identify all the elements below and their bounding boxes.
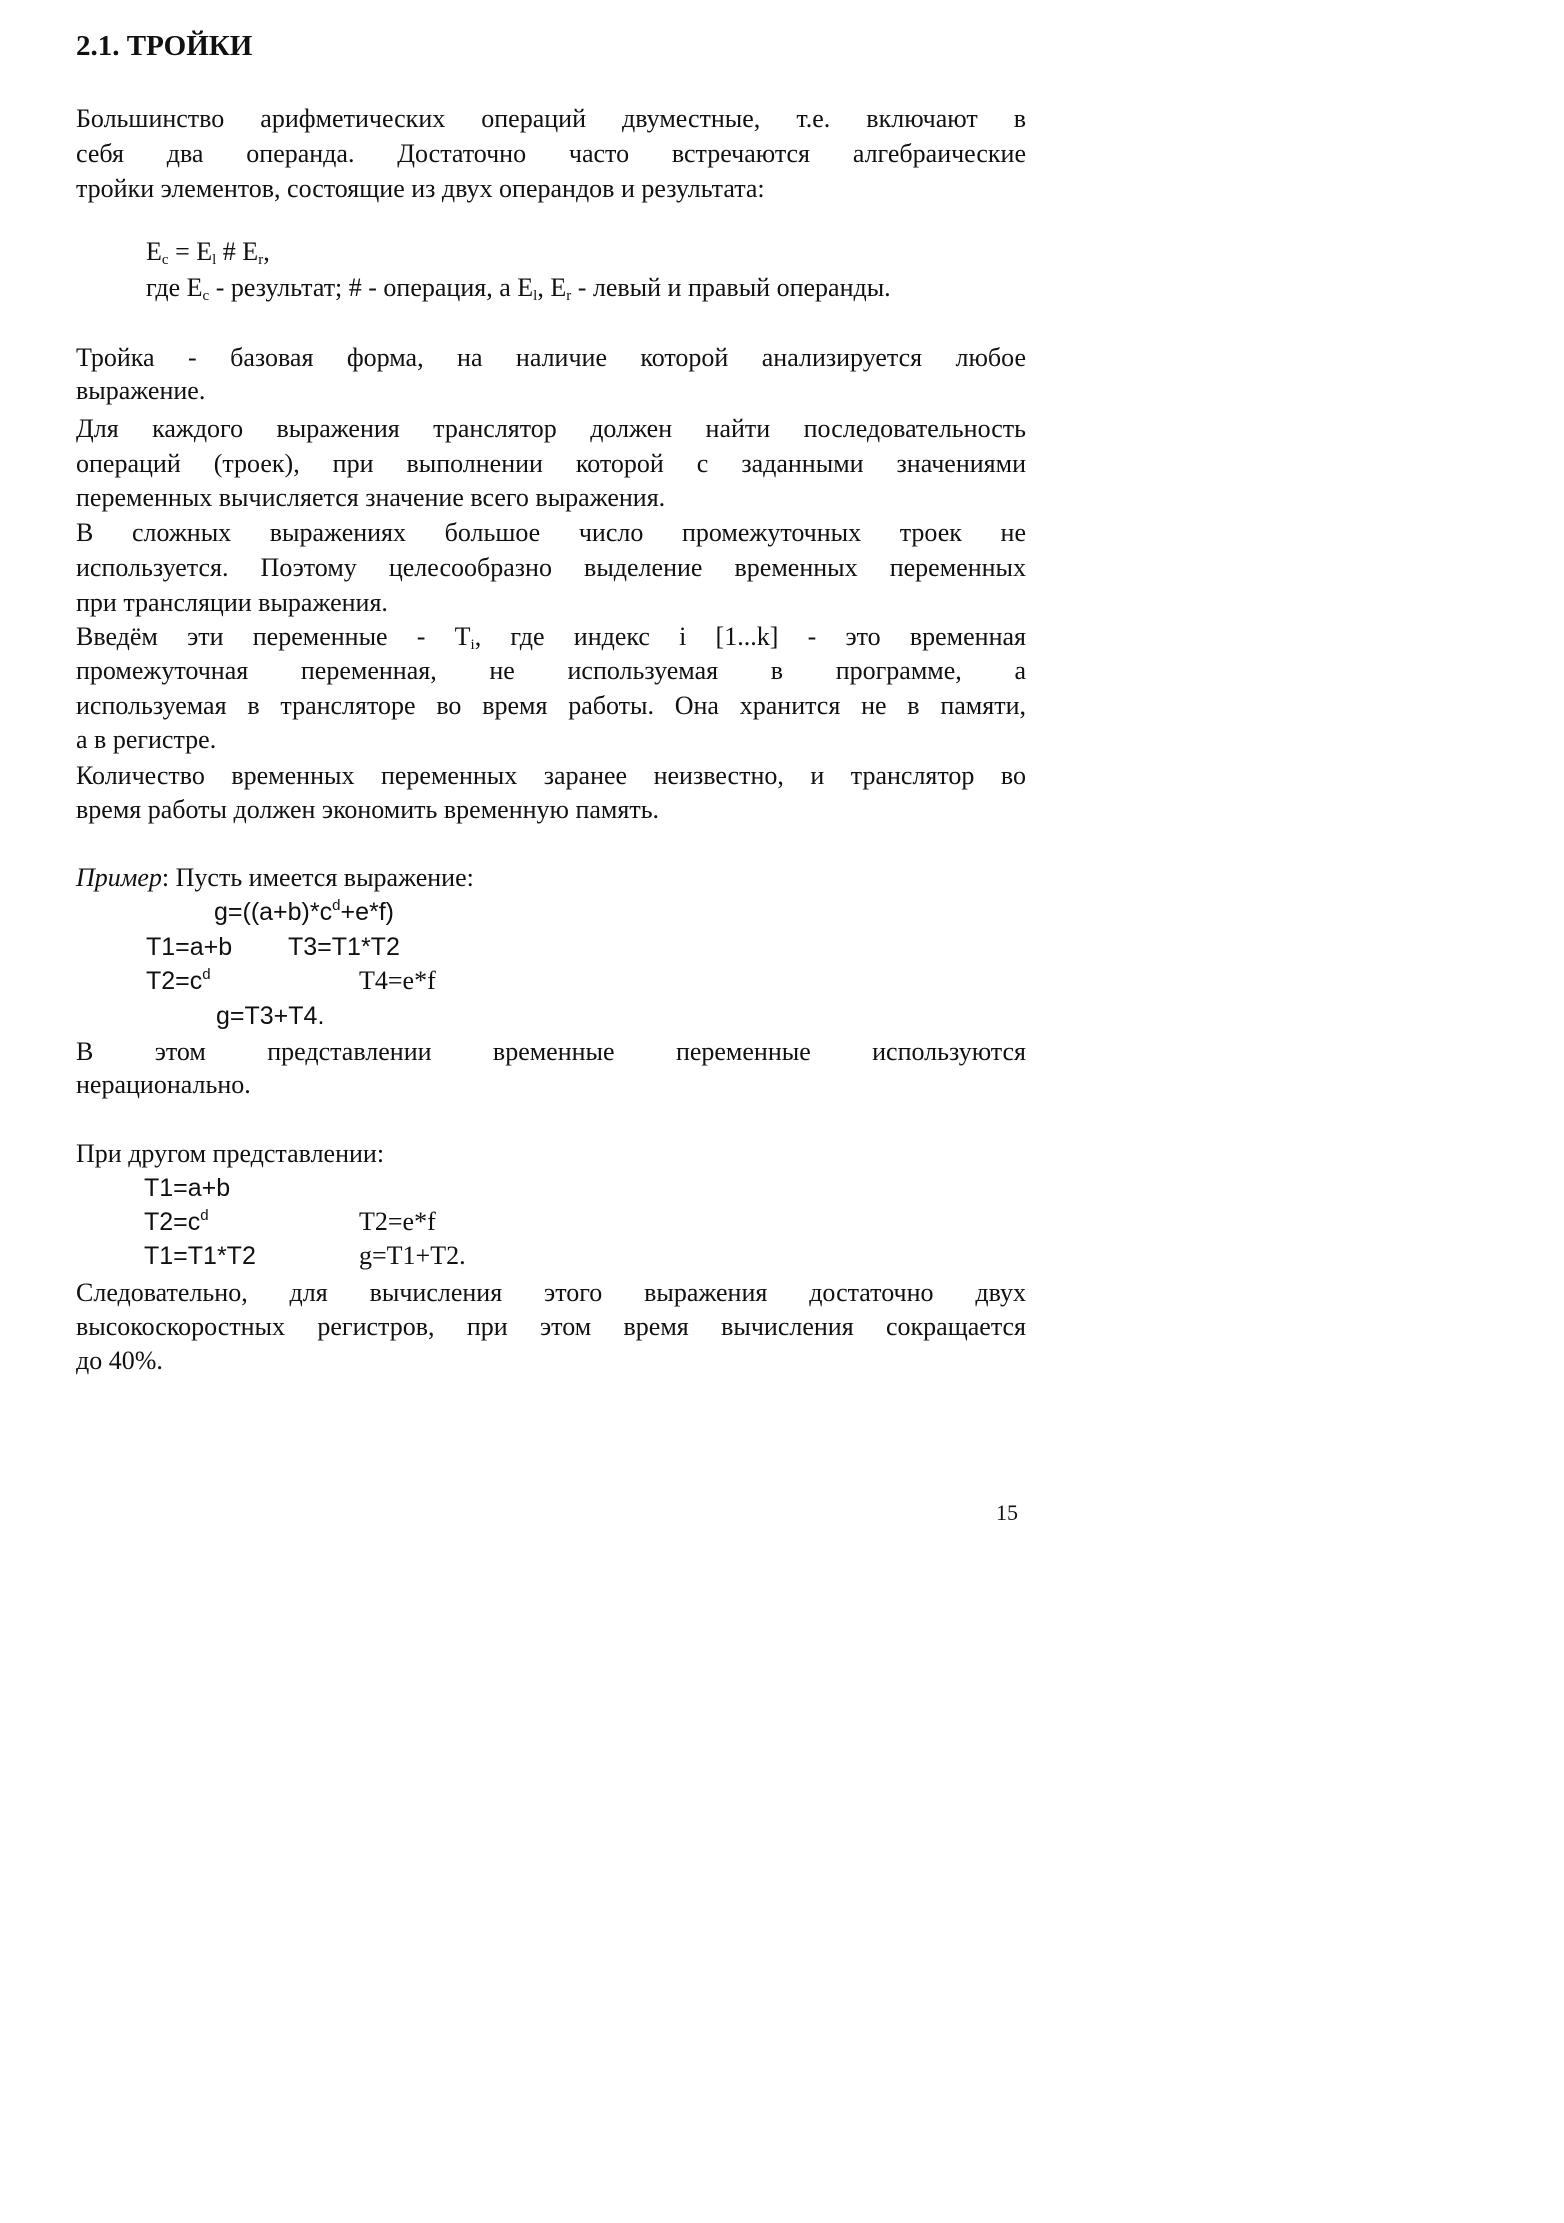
example-t3: T3=T1*T2 [288,933,400,961]
other-g: g=T1+T2. [359,1241,466,1270]
para6-line-2: нерационально. [76,1070,251,1099]
other-t1b: T1=T1*T2 [144,1242,256,1270]
para5-line-1: Количество временных переменных заранее неизвестно, и транслятор во [76,761,1026,790]
other-t1: T1=a+b [144,1174,231,1202]
example-g: g=T3+T4. [216,1002,325,1030]
conclusion-line-1: Следовательно, для вычисления этого выражения достаточно двух [76,1278,1026,1307]
other-representation-label: При другом представлении: [76,1139,385,1168]
other-t2: $T2=c^d$ [144,1207,209,1236]
para2-line-3: переменных вычисляется значение всего выражения. [76,483,666,512]
para4-line-3: используемая в трансляторе во время работы. Она хранится не в памяти, [76,691,1026,720]
page-number: 15 [996,1500,1018,1525]
intro-line-3: тройки элементов, состоящие из двух операндов и результата: [76,174,765,203]
para4-line-1: Введём эти переменные - $T_i$, где индекс i [1...k] - это временная [76,622,1026,653]
example-intro: Пример: Пусть имеется выражение: [76,863,474,892]
para1-line-2: выражение. [76,376,206,405]
intro-line-2: себя два операнда. Достаточно часто встречаются алгебраические [76,139,1026,168]
formula-explanation: где $E_c$ - результат; # - операция, а $E_l$, $E_r$ - левый и правый операнды. [146,273,891,304]
example-t1: T1=a+b [146,933,233,961]
para4-line-2: промежуточная переменная, не используемая в программе, а [76,656,1026,685]
para3-line-1: В сложных выражениях большое число промежуточных троек не [76,518,1026,547]
para4-line-4: а в регистре. [76,725,217,754]
other-t2b: T2=e*f [359,1207,436,1236]
intro-line-1: Большинство арифметических операций двуместные, т.е. включают в [76,104,1026,133]
example-t2: $T2=c^d$ [146,966,211,995]
document-page [0,0,1104,1569]
example-label: Пример [76,863,162,892]
para3-line-2: используется. Поэтому целесообразно выделение временных переменных [76,553,1026,582]
para2-line-1: Для каждого выражения транслятор должен найти последовательность [76,414,1026,443]
triple-formula: $E_c = E_l$ # $E_r$, [146,237,270,268]
para3-line-3: при трансляции выражения. [76,588,388,617]
example-expression: $g=((a+b)*c^d+e*f)$ [214,897,394,926]
para1-line-1: Тройка - базовая форма, на наличие которой анализируется любое [76,343,1026,372]
para2-line-2: операций (троек), при выполнении которой с заданными значениями [76,449,1026,478]
section-title: 2.1. ТРОЙКИ [76,30,253,62]
para6-line-1: В этом представлении временные переменные используются [76,1037,1026,1066]
para5-line-2: время работы должен экономить временную память. [76,795,660,824]
example-t4: T4=e*f [359,966,436,995]
conclusion-line-2: высокоскоростных регистров, при этом время вычисления сокращается [76,1312,1026,1341]
conclusion-line-3: до 40%. [76,1346,163,1375]
